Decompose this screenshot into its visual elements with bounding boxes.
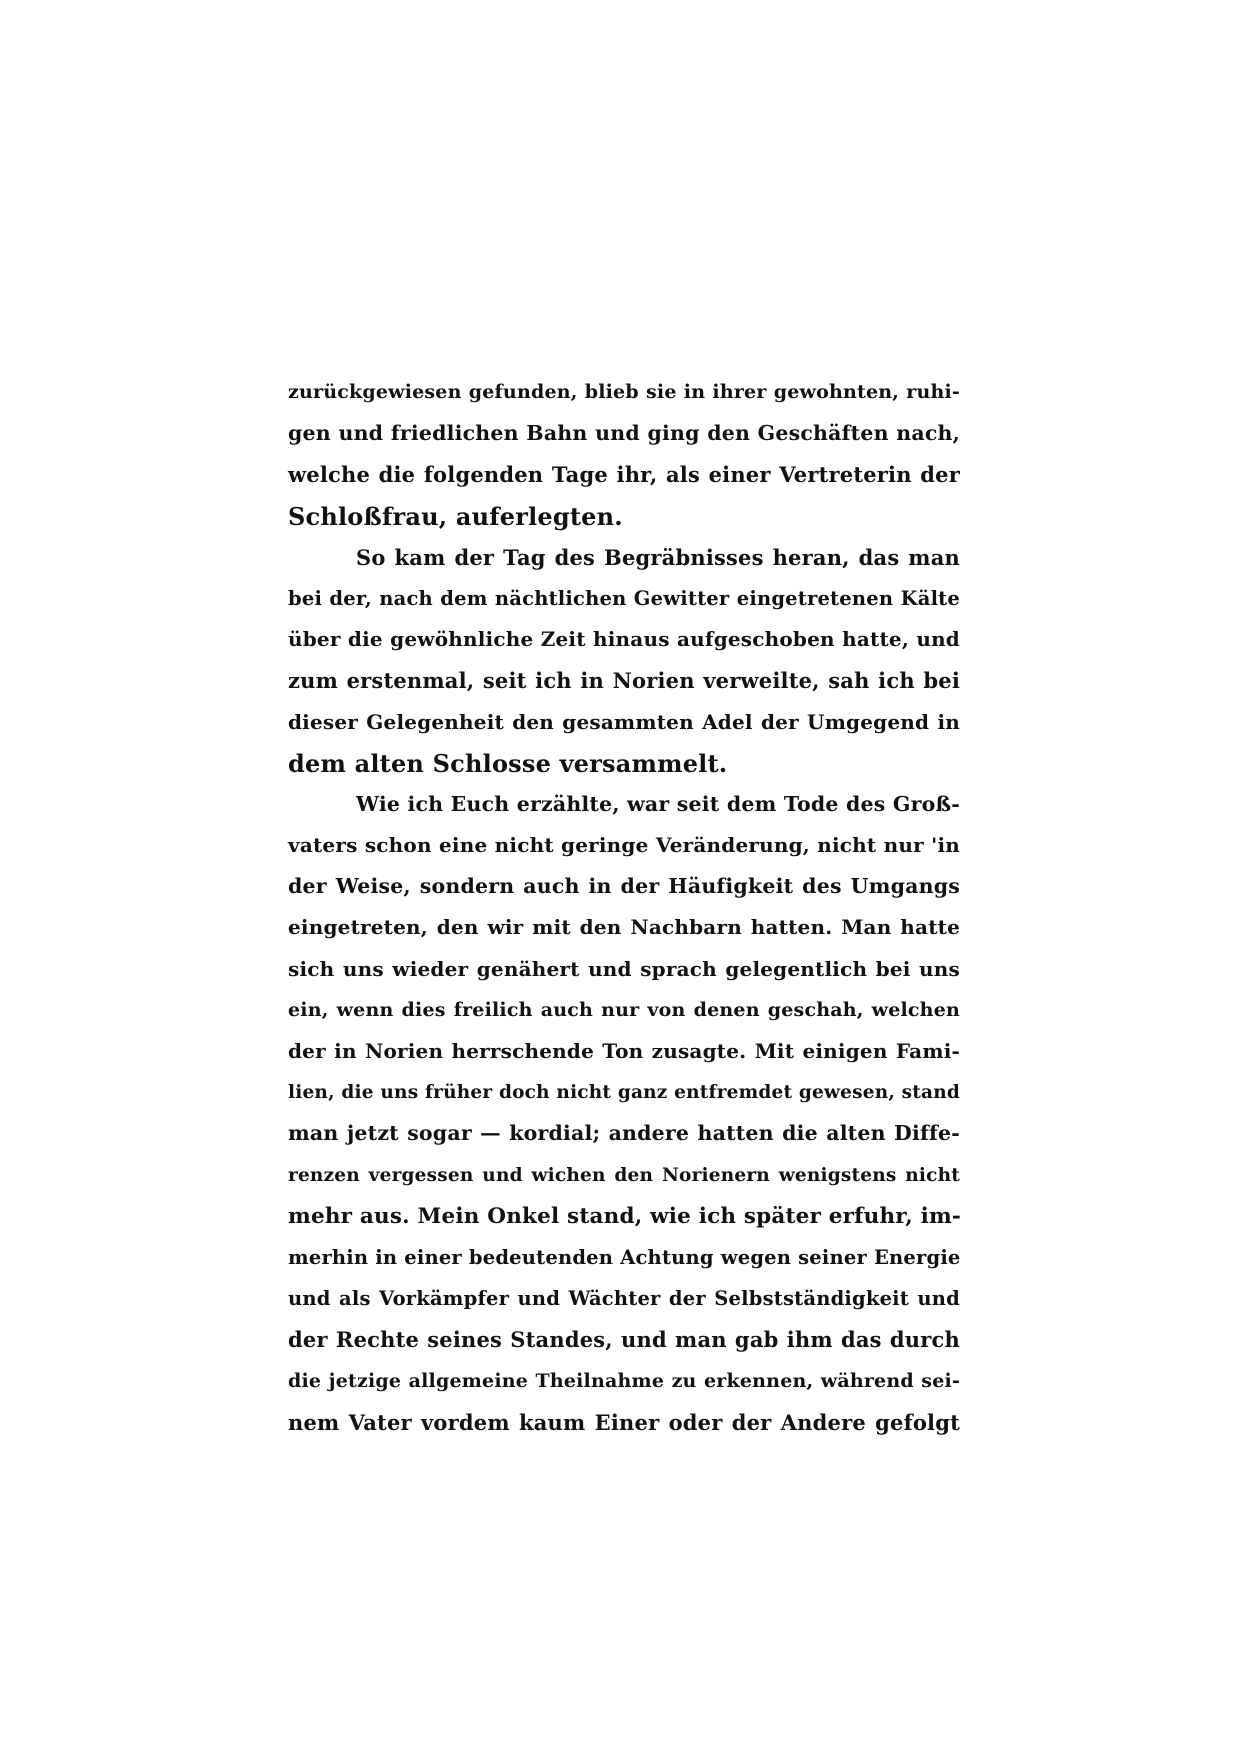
body-text <box>288 372 960 1443</box>
text-line: ein, wenn dies freilich auch nur von denen geschah, welchen <box>288 998 960 1021</box>
text-line: die jetzige allgemeine Theilnahme zu erkennen, während sei- <box>288 1369 960 1392</box>
text-line: lien, die uns früher doch nicht ganz entfremdet gewesen, stand <box>288 1082 960 1104</box>
text-line: der in Norien herrschende Ton zusagte. Mit einigen Fami- <box>288 1039 960 1063</box>
text-line: der Weise, sondern auch in der Häufigkeit des Umgangs <box>288 874 960 899</box>
text-line: dieser Gelegenheit den gesammten Adel der Umgegend in <box>288 709 960 734</box>
text-line: man jetzt sogar — kordial; andere hatten die alten Diffe- <box>288 1121 960 1146</box>
text-line: dem alten Schlosse versammelt. <box>288 748 728 778</box>
text-line: zum erstenmal, seit ich in Norien verweilte, sah ich bei <box>288 668 960 694</box>
text-line: über die gewöhnliche Zeit hinaus aufgeschoben hatte, und <box>288 627 960 652</box>
paragraph-start-line: So kam der Tag des Begräbnisses heran, das man <box>356 544 960 570</box>
text-line: sich uns wieder genähert und sprach gelegentlich bei uns <box>288 956 960 981</box>
text-line: welche die folgenden Tage ihr, als einer Vertreterin der <box>288 462 960 488</box>
text-line: vaters schon eine nicht geringe Veränderung, nicht nur 'in <box>288 833 960 858</box>
text-line: nem Vater vordem kaum Einer oder der Andere gefolgt <box>288 1409 960 1435</box>
text-line: merhin in einer bedeutenden Achtung wegen seiner Energie <box>288 1245 961 1269</box>
text-line: bei der, nach dem nächtlichen Gewitter eingetretenen Kälte <box>288 586 960 610</box>
paragraph-start-line: Wie ich Euch erzählte, war seit dem Tode des Groß- <box>356 791 960 816</box>
text-line: Schloßfrau, auferlegten. <box>288 501 623 531</box>
text-line: zurückgewiesen gefunden, blieb sie in ihrer gewohnten, ruhi- <box>288 381 960 403</box>
text-line: mehr aus. Mein Onkel stand, wie ich später erfuhr, im- <box>288 1203 962 1229</box>
text-line: und als Vorkämpfer und Wächter der Selbstständigkeit und <box>288 1287 960 1311</box>
text-line: der Rechte seines Standes, und man gab ihm das durch <box>288 1327 960 1353</box>
text-line: gen und friedlichen Bahn und ging den Geschäften nach, <box>288 421 960 446</box>
text-line: renzen vergessen und wichen den Norienern wenigstens nicht <box>288 1164 960 1186</box>
text-line: eingetreten, den wir mit den Nachbarn hatten. Man hatte <box>288 915 960 940</box>
